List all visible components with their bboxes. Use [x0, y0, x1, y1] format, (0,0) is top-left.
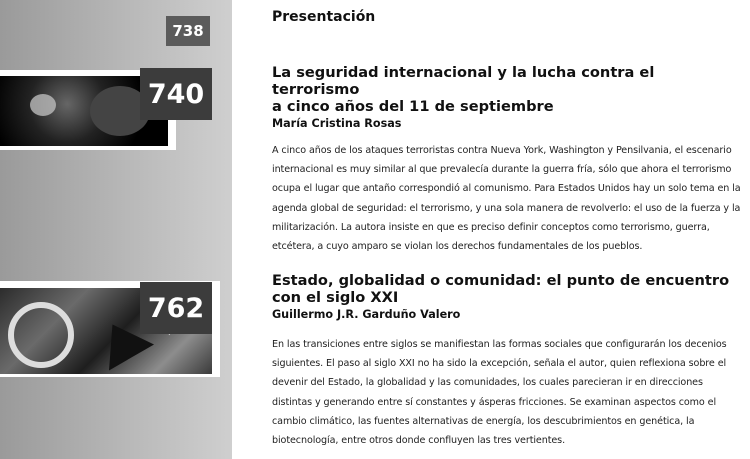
article-entry [272, 272, 742, 450]
article-title-line: con el siglo XXI [272, 289, 399, 306]
section-title: Presentación [272, 9, 376, 25]
article-abstract: A cinco años de los ataques terroristas contra Nueva York, Washington y Pensilvania, el escenario internacional es muy similar al que prevalecía durante la guerra fría, sólo que ahora el terrorismo ocupa el lugar que antaño correspondió al comunismo. Para Estados Unidos hay un solo tema en la agenda global de seguridad: el terrorismo, y una sola manera de revolverlo: el uso de la fuerza y la militarización. La autora insiste en que es preciso definir conceptos como terrorismo, guerra, etcétera, a cuyo amparo se violan los derechos fundamentales de los pueblos. [272, 145, 741, 253]
image-ring-shape [8, 302, 74, 368]
article-entry [272, 64, 742, 256]
article-author: María Cristina Rosas [272, 117, 402, 130]
article-title-line: Estado, globalidad o comunidad: el punto de encuentro [272, 272, 730, 289]
article-author: Guillermo J.R. Garduño Valero [272, 308, 461, 321]
page-number-badge-762[interactable]: 762 [140, 282, 212, 334]
page-number-badge-738[interactable]: 738 [166, 16, 210, 46]
image-highlight [30, 94, 56, 116]
article-title-line: La seguridad internacional y la lucha contra el terrorismo [272, 64, 655, 98]
article-title[interactable] [272, 272, 742, 306]
article-title-line: a cinco años del 11 de septiembre [272, 98, 554, 115]
page-number-badge-740[interactable]: 740 [140, 68, 212, 120]
article-abstract: En las transiciones entre siglos se manifiestan las formas sociales que configurarán los decenios siguientes. El paso al siglo XXI no ha sido la excepción, señala el autor, quien reflexiona sobre el devenir del Estado, la globalidad y las comunidades, los cuales parecieran ir en direcciones distintas y generando entre sí constantes y ásperas fricciones. Se examinan aspectos como el cambio climático, las fuentes alternativas de energía, los descubrimientos en genética, la biotecnología, entre otros donde confluyen las tres vertientes. [272, 339, 727, 447]
article-title[interactable] [272, 64, 742, 115]
